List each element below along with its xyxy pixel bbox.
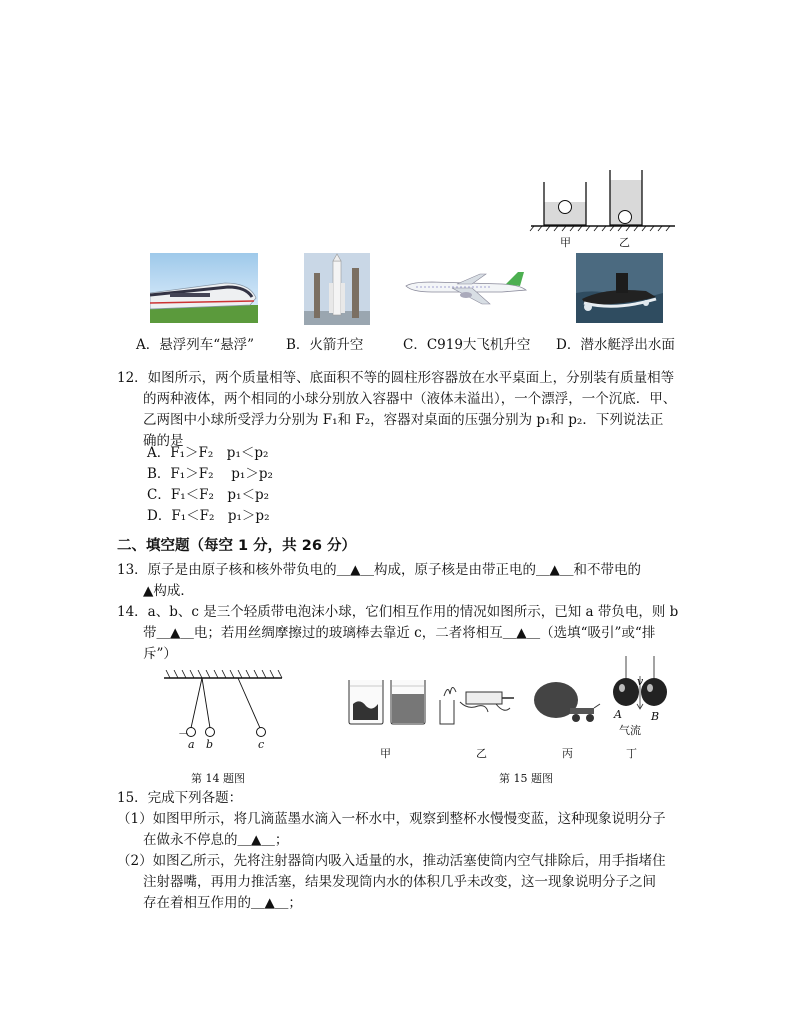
q15-p2-line2: 注射器嘴，再用力推活塞，结果发现筒内水的体积几乎未改变，这一现象说明分子之间 xyxy=(143,874,656,890)
q15-p1-line1: （1）如图甲所示，将几滴蓝墨水滴入一杯水中，观察到整杯水慢慢变蓝，这种现象说明分子 xyxy=(117,811,666,827)
label-yi: 乙 xyxy=(619,236,630,249)
rocket-image xyxy=(304,253,370,325)
label-jia: 甲 xyxy=(560,236,571,249)
fig15-airflow: 气流 xyxy=(619,724,641,737)
containers-figure xyxy=(528,168,678,250)
q12-line3: 乙两图中小球所受浮力分别为 F₁和 F₂，容器对桌面的压强分别为 p₁和 p₂．下列说法正 xyxy=(143,412,664,428)
q12-option-c: C．F₁＜F₂ p₁＜p₂ xyxy=(147,487,269,503)
fig14-label-c: c xyxy=(258,738,265,751)
fig15-v: v xyxy=(637,675,644,688)
fig14-label-b: b xyxy=(206,738,214,751)
q12-line2: 的两种液体，两个相同的小球分别放入容器中（液体未溢出），一个漂浮，一个沉底．甲、 xyxy=(143,391,677,407)
fig15-beakers xyxy=(346,676,428,726)
fig15-B: B xyxy=(651,710,660,723)
q13-line2: ▲构成． xyxy=(143,583,194,599)
q12-option-d: D．F₁＜F₂ p₁＞p₂ xyxy=(147,508,270,524)
fig15-caption: 第 15 题图 xyxy=(499,772,553,785)
option-a-label: A．悬浮列车“悬浮” xyxy=(136,337,255,353)
q14-line3: 斥”） xyxy=(143,646,177,662)
q13-line1: 13．原子是由原子核和核外带负电的＿▲＿构成，原子核是由带正电的＿▲＿和不带电的 xyxy=(117,562,641,578)
q15-p1-line2: 在做永不停息的＿▲＿； xyxy=(143,832,289,848)
fig14-caption: 第 14 题图 xyxy=(191,772,245,785)
q12-option-b: B．F₁＞F₂ p₁＞p₂ xyxy=(147,466,273,482)
q15-p2-line3: 存在着相互作用的＿▲＿； xyxy=(143,895,302,911)
submarine-image xyxy=(576,253,663,323)
fig14-minus: － xyxy=(178,727,189,740)
c919-plane-image xyxy=(402,268,530,308)
q15-p2-line1: （2）如图乙所示，先将注射器筒内吸入适量的水，推动活塞使筒内空气排除后，用手指堵住 xyxy=(117,853,666,869)
q14-line1: 14．a、b、c 是三个轻质带电泡沫小球，它们相互作用的情况如图所示，已知 a 带负电，则 b xyxy=(117,604,679,620)
fig14-label-a: a xyxy=(188,738,195,751)
fig15-label-jia: 甲 xyxy=(380,747,391,760)
option-c-label: C．C919大飞机升空 xyxy=(403,337,531,353)
fig15-syringe xyxy=(436,680,518,726)
fig15-balloon-car xyxy=(530,680,602,726)
q14-line2: 带＿▲＿电；若用丝绸摩擦过的玻璃棒去靠近 c，二者将相互＿▲＿（选填“吸引”或“排 xyxy=(143,625,656,641)
fig15-label-bing: 丙 xyxy=(562,747,573,760)
q12-line1: 12．如图所示，两个质量相等、底面积不等的圆柱形容器放在水平桌面上，分别装有质量相等 xyxy=(117,370,675,386)
fig15-label-yi: 乙 xyxy=(476,747,487,760)
q15-title: 15．完成下列各题： xyxy=(117,790,243,806)
fig15-A: A xyxy=(614,708,622,721)
maglev-train-image xyxy=(150,253,258,323)
q12-option-a: A．F₁＞F₂ p₁＜p₂ xyxy=(147,445,269,461)
option-d-label: D．潜水艇浮出水面 xyxy=(556,337,675,353)
section-title: 二、填空题（每空 1 分，共 26 分） xyxy=(117,538,356,554)
q12-line4: 确的是 xyxy=(143,433,184,449)
fig15-label-ding: 丁 xyxy=(626,747,637,760)
option-b-label: B．火箭升空 xyxy=(286,337,364,353)
